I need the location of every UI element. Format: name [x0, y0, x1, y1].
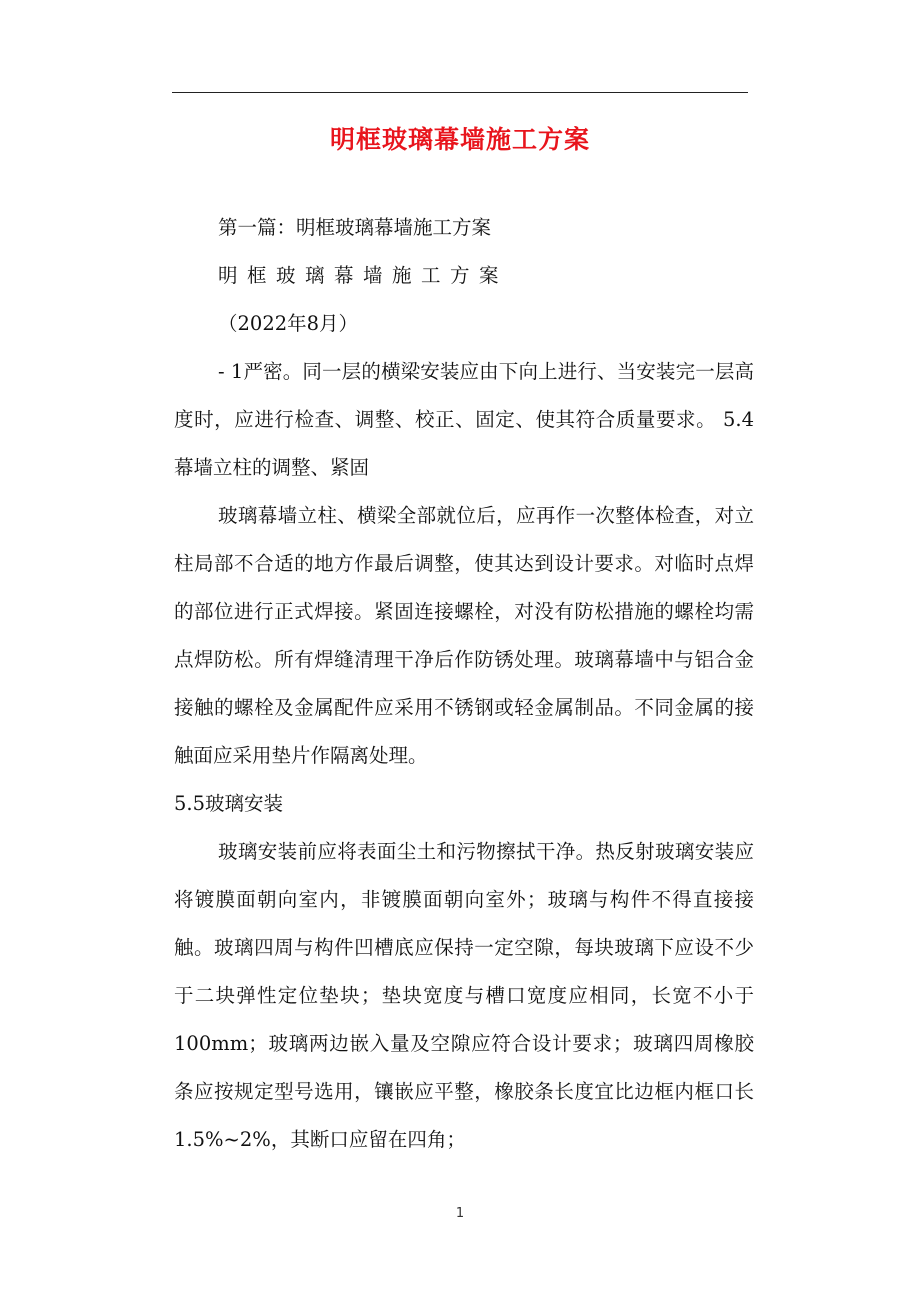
- paragraph-chapter-heading: 第一篇：明框玻璃幕墙施工方案: [218, 216, 492, 239]
- paragraph-date: （2022年8月）: [218, 312, 359, 335]
- page-number: 1: [455, 1206, 465, 1221]
- section-heading-glass-installation: 5.5玻璃安装: [174, 792, 284, 815]
- document-body: [174, 204, 754, 1164]
- paragraph-column-adjustment: 玻璃幕墙立柱、横梁全部就位后，应再作一次整体检查，对立柱局部不合适的地方作最后调整，使其达到设计要求。对临时点焊的部位进行正式焊接。紧固连接螺栓，对没有防松措施的螺栓均需点焊防松。所有焊缝清理干净后作防锈处理。玻璃幕墙中与铝合金接触的螺栓及金属配件应采用不锈钢或轻金属制品。不同金属的接触面应采用垫片作隔离处理。: [174, 504, 754, 767]
- paragraph-spaced-title: 明框玻璃幕墙施工方案: [218, 264, 509, 287]
- paragraph-beam-installation: - 1严密。同一层的横梁安装应由下向上进行、当安装完一层高度时，应进行检查、调整、校正、固定、使其符合质量要求。 5.4幕墙立柱的调整、紧固: [174, 360, 754, 479]
- header-rule: [172, 92, 748, 93]
- document-title: 明框玻璃幕墙施工方案: [329, 125, 590, 154]
- paragraph-glass-installation: 玻璃安装前应将表面尘土和污物擦拭干净。热反射玻璃安装应将镀膜面朝向室内，非镀膜面朝向室外；玻璃与构件不得直接接触。玻璃四周与构件凹槽底应保持一定空隙，每块玻璃下应设不少于二块弹性定位垫块；垫块宽度与槽口宽度应相同，长宽不小于100mm；玻璃两边嵌入量及空隙应符合设计要求；玻璃四周橡胶条应按规定型号选用，镶嵌应平整，橡胶条长度宜比边框内框口长1.5%~2%，其断口应留在四角；: [174, 840, 754, 1151]
